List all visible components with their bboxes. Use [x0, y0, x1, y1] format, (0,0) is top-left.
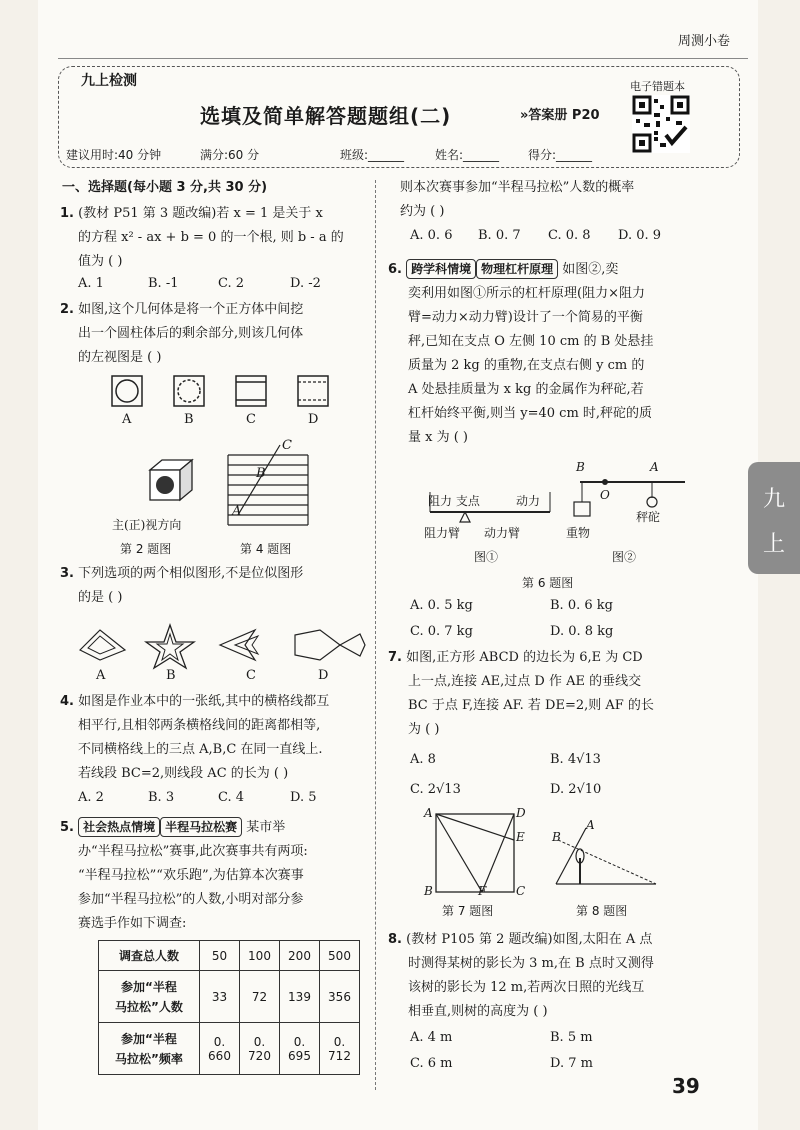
- q6-caption: 第 6 题图: [522, 576, 574, 590]
- q5-survey-table: 调查总人数 50 100 200 500 参加“半程 马拉松”人数 33 72 139 356 参加“半程 马拉松”频率 0. 660 0. 720 0. 695 0. 712: [98, 940, 360, 1075]
- q2-option-a[interactable]: A: [122, 412, 132, 427]
- question-8: 8. (教材 P105 第 2 题改编)如图,太阳在 A 点 时测得某树的影长为 3 m,在 B 点时又测得 该树的影长为 12 m,若两次日照的光线互 相垂直,则树的高度为 ( ): [388, 932, 654, 1019]
- q4-point-c: C: [282, 438, 292, 453]
- question-2: 2. 如图,这个几何体是将一个正方体中间挖 出一个圆柱体后的剩余部分,则该几何体 的左视图是 ( ): [60, 302, 304, 365]
- name-field[interactable]: 姓名:______: [435, 148, 500, 162]
- q7-option-a[interactable]: A. 8: [410, 752, 436, 767]
- q5-option-c[interactable]: C. 0. 8: [548, 228, 591, 243]
- q7-option-d[interactable]: D. 2√10: [550, 782, 602, 797]
- q2-caption: 第 2 题图: [120, 542, 172, 556]
- q1-option-a[interactable]: A. 1: [78, 276, 104, 291]
- q7-point-c: C: [516, 884, 526, 898]
- q8-option-a[interactable]: A. 4 m: [410, 1030, 453, 1045]
- q5-option-a[interactable]: A. 0. 6: [410, 228, 453, 243]
- q6-label-effort-arm: 动力臂: [484, 526, 521, 540]
- q6-topic-tag: 物理杠杆原理: [476, 259, 558, 279]
- points-field[interactable]: 得分:______: [528, 148, 593, 162]
- q2-view-options: [100, 372, 340, 412]
- time-label: 建议用时:40 分钟: [66, 148, 162, 162]
- q7-point-f: F: [478, 884, 487, 898]
- grade-side-tab[interactable]: 九 上: [748, 462, 800, 574]
- q7-point-e: E: [516, 830, 525, 844]
- q6-label-effort: 动力: [516, 494, 541, 508]
- qr-label: 电子错题本: [630, 80, 685, 93]
- q3-option-a[interactable]: A: [96, 668, 106, 683]
- q6-figure-2-label: 图②: [612, 550, 637, 564]
- q8-caption: 第 8 题图: [576, 904, 628, 918]
- q3-option-c[interactable]: C: [246, 668, 256, 683]
- q1-option-c[interactable]: C. 2: [218, 276, 245, 291]
- q3-option-b[interactable]: B: [166, 668, 176, 683]
- q8-option-c[interactable]: C. 6 m: [410, 1056, 453, 1071]
- page-number: 39: [672, 1074, 700, 1098]
- qr-code[interactable]: [632, 95, 690, 153]
- q1-option-d[interactable]: D. -2: [290, 276, 321, 291]
- q6-option-b[interactable]: B. 0. 6 kg: [550, 598, 613, 613]
- q6-point-o: O: [600, 488, 610, 502]
- q2-option-b[interactable]: B: [184, 412, 194, 427]
- q6-option-c[interactable]: C. 0. 7 kg: [410, 624, 473, 639]
- q7-q8-figures: [420, 806, 680, 906]
- q4-option-c[interactable]: C. 4: [218, 790, 245, 805]
- top-rule: [58, 58, 748, 59]
- answer-ref: »答案册 P20: [520, 108, 600, 123]
- series-label: 周测小卷: [677, 34, 730, 49]
- question-3: 3. 下列选项的两个相似图形,不是位似图形 的是 ( ): [60, 566, 304, 605]
- q8-option-b[interactable]: B. 5 m: [550, 1030, 593, 1045]
- q2-view-direction: 主(正)视方向: [112, 518, 182, 532]
- q6-point-a: A: [650, 460, 659, 474]
- q4-point-a: A: [232, 504, 242, 519]
- q8-point-b: B: [552, 830, 561, 844]
- question-1: 1. (教材 P51 第 3 题改编)若 x = 1 是关于 x 的方程 x² - ax + b = 0 的一个根, 则 b - a 的 值为 ( ): [60, 206, 344, 269]
- q6-context-tag: 跨学科情境: [406, 259, 476, 279]
- q6-label-resistance-fulcrum: 阻力 支点: [428, 494, 480, 508]
- class-field[interactable]: 班级:______: [340, 148, 405, 162]
- q8-point-a: A: [586, 818, 595, 832]
- question-5: 5. 社会热点情境 半程马拉松赛 某市举 办“半程马拉松”赛事,此次赛事共有两项: “半程马拉松”“欢乐跑”,为估算本次赛事 参加“半程马拉松”的人数,小明对部分参 赛选手作如下调查:: [60, 816, 370, 936]
- q2-option-c[interactable]: C: [246, 412, 256, 427]
- question-6: 6. 跨学科情境 物理杠杆原理 如图②,奕 奕利用如图①所示的杠杆原理(阻力×阻力 臂=动力×动力臂)设计了一个简易的平衡 秤,已知在支点 O 左侧 10 cm 的 B 处悬挂 质量为 2 kg 的重物,在支点右侧 y cm 的 A 处悬挂质量为 x kg 的金属作为秤砣,若 杠杆始终平衡,则当 y=40 cm 时,秤砣的质 量 x 为 ( ): [388, 258, 698, 450]
- q4-point-b: B: [256, 466, 266, 481]
- q6-option-a[interactable]: A. 0. 5 kg: [410, 598, 473, 613]
- q6-option-d[interactable]: D. 0. 8 kg: [550, 624, 614, 639]
- q6-point-b: B: [576, 460, 585, 474]
- q7-option-c[interactable]: C. 2√13: [410, 782, 461, 797]
- q7-point-a: A: [424, 806, 433, 820]
- q7-option-b[interactable]: B. 4√13: [550, 752, 601, 767]
- question-5-continued: 则本次赛事参加“半程马拉松”人数的概率 约为 ( ): [400, 180, 635, 219]
- q4-option-d[interactable]: D. 5: [290, 790, 317, 805]
- q3-option-d[interactable]: D: [318, 668, 329, 683]
- page-title: 选填及简单解答题题组(二): [200, 104, 452, 128]
- q8-option-d[interactable]: D. 7 m: [550, 1056, 593, 1071]
- q4-caption: 第 4 题图: [240, 542, 292, 556]
- q6-label-resistance-arm: 阻力臂: [424, 526, 461, 540]
- question-7: 7. 如图,正方形 ABCD 的边长为 6,E 为 CD 上一点,连接 AE,过点 D 作 AE 的垂线交 BC 于点 F,连接 AF. 若 DE=2,则 AF 的长 为 ( ): [388, 650, 654, 737]
- q6-label-counterweight: 秤砣: [636, 510, 661, 524]
- section-title: 一、选择题(每小题 3 分,共 30 分): [62, 180, 268, 195]
- q5-context-tag: 社会热点情境: [78, 817, 160, 837]
- score-label: 满分:60 分: [200, 148, 260, 162]
- q7-caption: 第 7 题图: [442, 904, 494, 918]
- q2-option-d[interactable]: D: [308, 412, 319, 427]
- column-separator: [375, 180, 376, 1090]
- q7-point-d: D: [516, 806, 526, 820]
- q6-figure-1-label: 图①: [474, 550, 499, 564]
- q6-label-weight: 重物: [566, 526, 591, 540]
- q4-option-b[interactable]: B. 3: [148, 790, 175, 805]
- q3-figures: [70, 620, 370, 670]
- exam-label: 九上检测: [75, 70, 143, 90]
- q5-option-b[interactable]: B. 0. 7: [478, 228, 521, 243]
- question-4: 4. 如图是作业本中的一张纸,其中的横格线都互 相平行,且相邻两条横格线间的距离都相等, 不同横格线上的三点 A,B,C 在同一直线上. 若线段 BC=2,则线段 AC 的长为 ( ): [60, 694, 330, 781]
- q5-topic-tag: 半程马拉松赛: [160, 817, 242, 837]
- q5-option-d[interactable]: D. 0. 9: [618, 228, 662, 243]
- q7-point-b: B: [424, 884, 433, 898]
- q1-option-b[interactable]: B. -1: [148, 276, 179, 291]
- q4-option-a[interactable]: A. 2: [78, 790, 104, 805]
